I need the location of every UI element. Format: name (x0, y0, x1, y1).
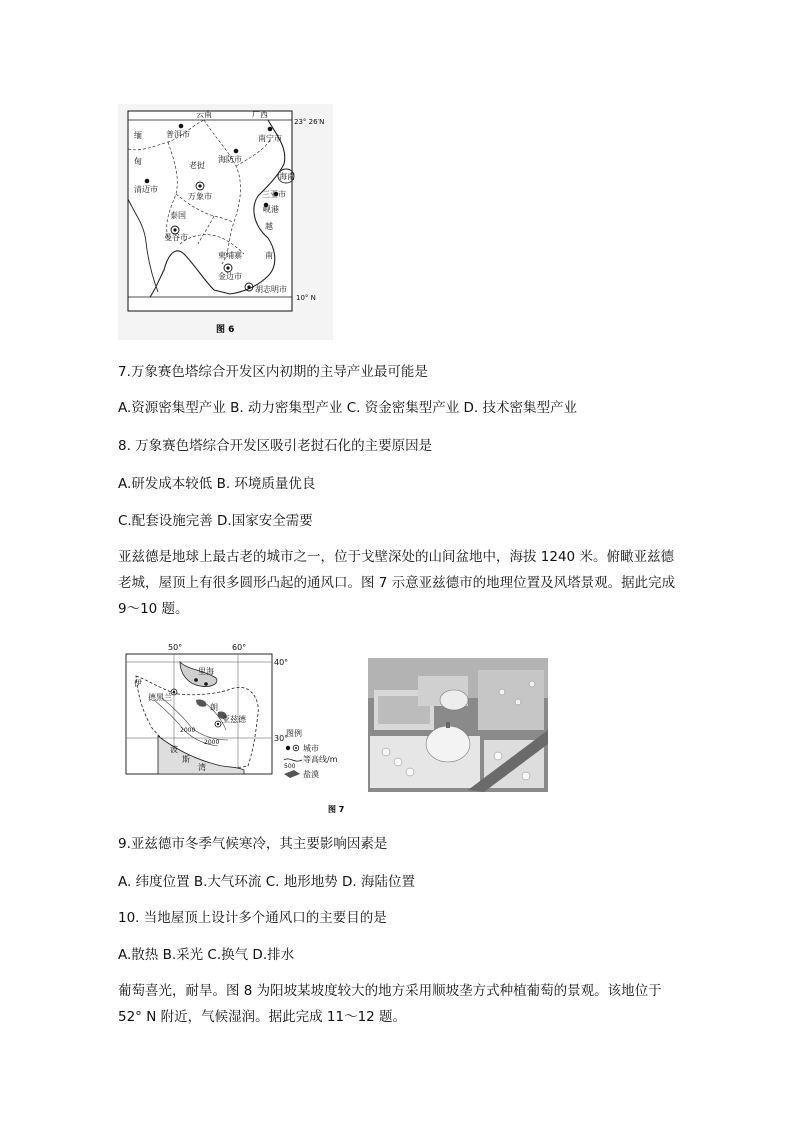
legend-title: 图例 (286, 729, 302, 738)
label-bo: 波 (170, 745, 178, 754)
label-guangxi: 广西 (252, 110, 268, 119)
label-taiguo: 泰国 (170, 211, 186, 220)
label-hainan: 海南 (279, 172, 295, 181)
figure-7 (118, 640, 558, 818)
label-jianpuzhai: 柬埔寨 (218, 251, 242, 260)
legend-salt-desert: 盐漠 (303, 770, 319, 779)
label-xiangang: 岘港 (263, 205, 279, 214)
label-yazd: 亚兹德 (222, 715, 246, 724)
label-jinbian: 金边市 (218, 272, 242, 281)
label-lang: 朗 (210, 703, 218, 712)
label-lat-40: 40° (274, 658, 289, 667)
label-laowo: 老挝 (189, 161, 205, 170)
label-nan: 南 (265, 251, 273, 260)
label-lat-top: 23° 26′N (294, 118, 325, 126)
label-mangu-visible: 曼谷市 (164, 233, 188, 242)
passage-yazd: 亚兹德是地球上最古老的城市之一，位于戈壁深处的山间盆地中，海拔 1240 米。俯瞰亚兹德老城，屋顶上有很多圆形凸起的通风口。图 7 示意亚兹德市的地理位置及风塔景观。据此完成 9～10 题。 (118, 549, 676, 617)
label-yunnan: 云南 (196, 110, 212, 119)
figure-7-legend (284, 728, 338, 779)
label-puer: 普洱市 (166, 130, 190, 139)
label-yue: 越 (265, 222, 273, 231)
label-lon-60: 60° (232, 643, 247, 652)
label-yi: 伊 (134, 679, 142, 688)
passage-grape: 葡萄喜光，耐旱。图 8 为阳坡某坡度较大的地方采用顺坡垄方式种植葡萄的景观。该地位于 52° N 附近，气候湿润。据此完成 11～12 题。 (118, 983, 662, 1025)
q8-options-line2: C.配套设施完善 D.国家安全需要 (118, 513, 313, 529)
label-tehran: 德黑兰 (148, 693, 172, 702)
label-nanning: 南宁市 (258, 134, 282, 143)
label-sanya: 三亚市 (262, 190, 286, 199)
figure-7-graphic (118, 640, 558, 818)
q10-stem: 10. 当地屋顶上设计多个通风口的主要目的是 (118, 910, 387, 926)
label-mian: 缅 (134, 131, 142, 140)
legend-contour-value: 500 (284, 763, 296, 770)
nanning-dot (268, 127, 273, 132)
puer-dot (179, 124, 184, 129)
label-contour-2000b: 2000 (204, 739, 220, 746)
yazd-aerial-photo (368, 658, 548, 792)
label-dian: 甸 (134, 157, 142, 166)
label-si: 斯 (182, 755, 190, 764)
label-wanxiang: 万象市 (188, 192, 212, 201)
q8-options-line1: A.研发成本较低 B. 环境质量优良 (118, 476, 316, 492)
legend-city: 城市 (303, 744, 319, 753)
q9-stem: 9.亚兹德市冬季气候寒冷，其主要影响因素是 (118, 836, 388, 852)
label-lon-50: 50° (168, 643, 183, 652)
label-haifang: 海防市 (218, 155, 242, 164)
label-lat-bottom: 10° N (296, 294, 316, 302)
figure-6-caption: 图 6 (216, 325, 235, 335)
figure-6 (118, 104, 333, 340)
q10-options: A.散热 B.采光 C.换气 D.排水 (118, 947, 295, 963)
haifang-dot (234, 149, 239, 154)
label-qingmai: 清迈市 (134, 185, 158, 194)
q8-stem: 8. 万象赛色塔综合开发区吸引老挝石化的主要原因是 (118, 438, 433, 454)
figure-6-map (118, 104, 333, 340)
label-caspian: 里海 (198, 667, 214, 676)
qingmai-dot (145, 179, 150, 184)
label-wan: 湾 (198, 763, 206, 772)
legend-contour: 等高线/m (303, 755, 338, 764)
q9-options: A. 纬度位置 B.大气环流 C. 地形地势 D. 海陆位置 (118, 874, 415, 890)
q7-options: A.资源密集型产业 B. 动力密集型产业 C. 资金密集型产业 D. 技术密集型产业 (118, 400, 577, 416)
label-hzm: 胡志明市 (255, 285, 287, 294)
q7-stem: 7.万象赛色塔综合开发区内初期的主导产业最可能是 (118, 364, 428, 380)
label-lat-30: 30° (274, 734, 289, 743)
label-contour-2000a: 2000 (180, 727, 196, 734)
figure-7-caption: 图 7 (328, 805, 345, 814)
